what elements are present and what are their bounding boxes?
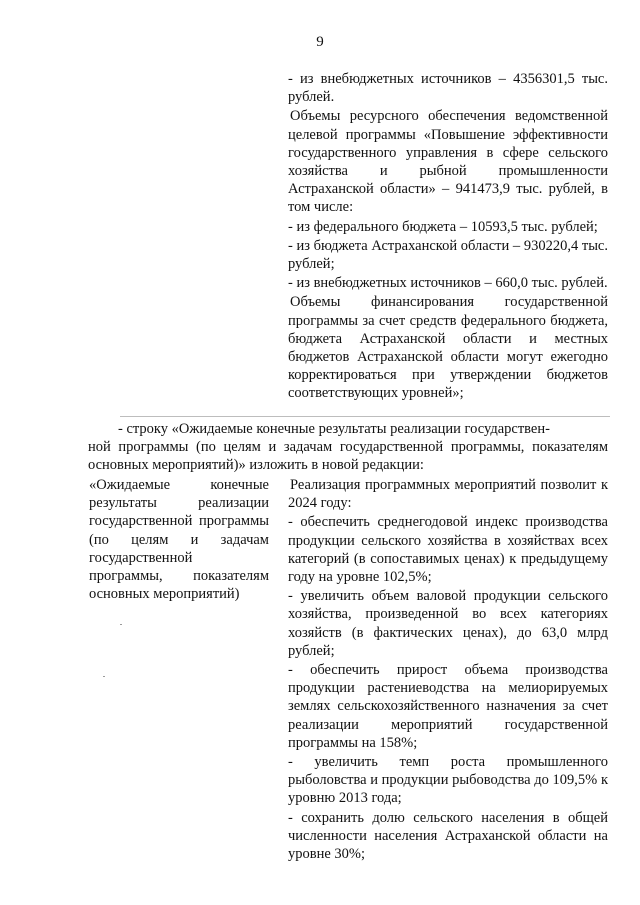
amendment-instruction-start: - строку «Ожидаемые конечные результаты реализации государствен- (118, 421, 550, 437)
result-item: - сохранить долю сельского населения в общей численности населения Астраханской области на уровне 30%; (288, 809, 608, 863)
paragraph-regional-budget: - из бюджета Астраханской области – 930220,4 тыс. рублей; (288, 237, 608, 273)
result-item: - обеспечить среднегодовой индекс производства продукции сельского хозяйства в хозяйствах всех категорий (в сопоставимых ценах) к предыдущему году на уровне 102,5%; (288, 514, 608, 586)
table-divider (120, 416, 610, 417)
scan-speck (103, 676, 105, 677)
paragraph-federal-budget: - из федерального бюджета – 10593,5 тыс. рублей; (288, 218, 598, 235)
result-item: - увеличить темп роста промышленного рыболовства и продукции рыбоводства до 109,5% к уровню 2013 года; (288, 754, 608, 807)
results-intro: Реализация программных мероприятий позволит к 2024 году: (288, 477, 608, 512)
paragraph-extrabudgetary: - из внебюджетных источников – 660,0 тыс. рублей. (288, 275, 608, 292)
page-number: 9 (316, 34, 324, 50)
result-item: - обеспечить прирост объема производства продукции растениеводства на мелиорируемых землях сельскохозяйственного назначения за счет реализации мероприятий государственной программы на 158%; (288, 662, 608, 751)
paragraph-departmental-program: Объемы ресурсного обеспечения ведомственной целевой программы «Повышение эффективности государственного управления в сфере сельского хозяйства и рыбной промышленности Астраханской области» – 941473,9 тыс. рублей, в том числе: (288, 108, 608, 216)
expected-results-heading: «Ожидаемые конечные результаты реализации государственной программы (по целям и задачам государственной программы, показателям основных мероприятий) (89, 477, 269, 603)
paragraph-funding-adjustment: Объемы финансирования государственной программы за счет средств федерального бюджета, бюджета Астраханской области и местных бюджетов Астраханской области могут ежегодно корректироваться при утверждении бюджетов соответствующих уровней»; (288, 294, 608, 402)
table-left-cell (89, 476, 269, 603)
scan-speck (120, 624, 122, 625)
paragraph-extrabudgetary-total: - из внебюджетных источников – 4356301,5 тыс. рублей. (288, 71, 608, 106)
resource-funding-block (288, 70, 608, 404)
amendment-instruction-continuation: ной программы (по целям и задачам государственной программы, показателям основных мероприятий)» изложить в новой редакции: (88, 439, 608, 474)
amendment-instruction (88, 420, 608, 475)
result-item: - увеличить объем валовой продукции сельского хозяйства, произведенной во всех категориях хозяйств (в фактических ценах), до 63,0 млрд рублей; (288, 588, 608, 659)
table-right-cell (288, 476, 608, 864)
